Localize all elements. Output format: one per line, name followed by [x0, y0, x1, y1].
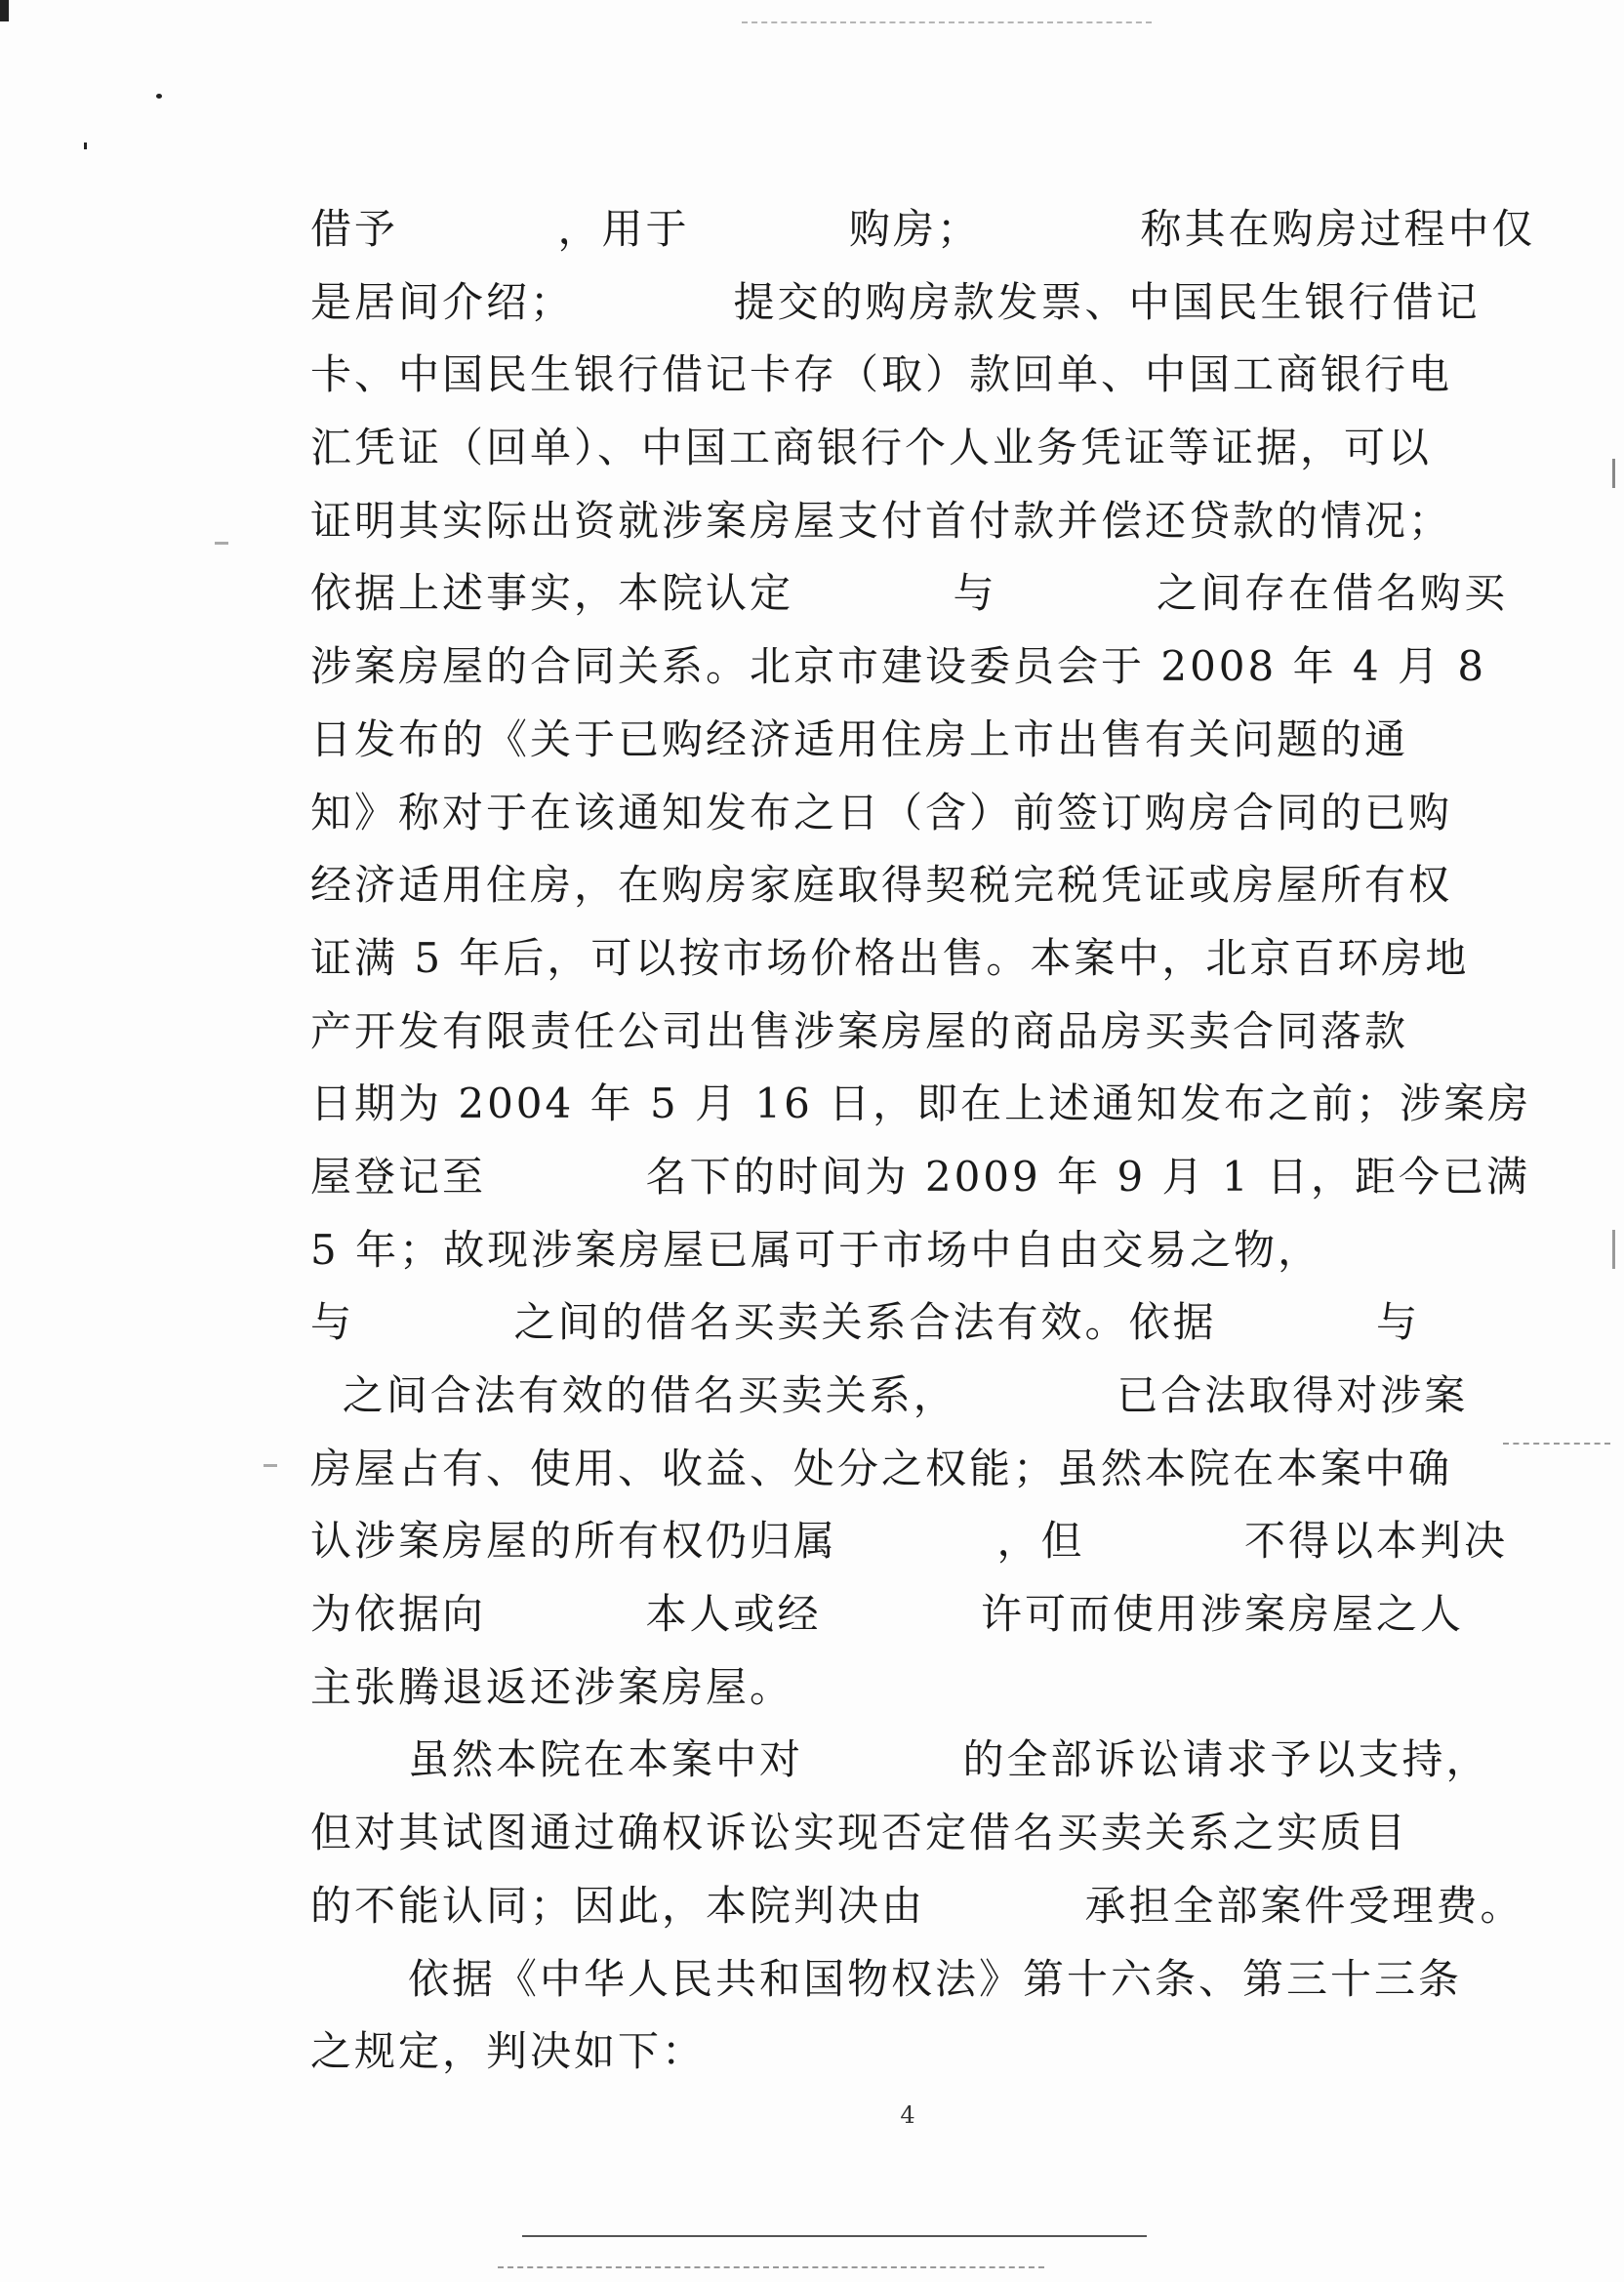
- scan-speck: [1612, 1230, 1615, 1269]
- text-line: 借予 ，用于 购房； 称其在购房过程中仅: [310, 205, 1536, 253]
- text-line: 证明其实际出资就涉案房屋支付首付款并偿还贷款的情况；: [310, 496, 1453, 545]
- scan-right-dash: [1503, 1443, 1610, 1445]
- text-line: 经济适用住房，在购房家庭取得契税完税凭证或房屋所有权: [310, 861, 1453, 910]
- text-line: 日发布的《关于已购经济适用住房上市出售有关问题的通: [310, 714, 1409, 763]
- text-line: 主张腾退返还涉案房屋。: [310, 1662, 794, 1711]
- text-line: 认涉案房屋的所有权仍归属 ，但 不得以本判决: [310, 1517, 1509, 1566]
- scan-speck: [215, 542, 228, 545]
- text-line: 之间合法有效的借名买卖关系， 已合法取得对涉案: [310, 1371, 1469, 1419]
- text-line: 卡、中国民生银行借记卡存（取）款回单、中国工商银行电: [310, 350, 1453, 399]
- text-line: 为依据向 本人或经 许可而使用涉案房屋之人: [310, 1590, 1465, 1639]
- text-line: 产开发有限责任公司出售涉案房屋的商品房买卖合同落款: [310, 1006, 1409, 1055]
- text-line: 汇凭证（回单）、中国工商银行个人业务凭证等证据，可以: [310, 424, 1433, 472]
- text-line: 但对其试图通过确权诉讼实现否定借名买卖关系之实质目: [310, 1809, 1409, 1857]
- text-line: 证满 5 年后，可以按市场价格出售。本案中，北京百环房地: [310, 933, 1470, 982]
- text-line: 日期为 2004 年 5 月 16 日，即在上述通知发布之前；涉案房: [310, 1080, 1532, 1128]
- scan-speck: [156, 94, 162, 99]
- text-line: 涉案房屋的合同关系。北京市建设委员会于 2008 年 4 月 8: [310, 642, 1487, 691]
- paragraph-first-line: 虽然本院在本案中对 的全部诉讼请求予以支持，: [408, 1735, 1490, 1784]
- scan-corner-mark: [0, 0, 9, 21]
- scan-bottom-line: [522, 2235, 1147, 2237]
- page-number: 4: [900, 2101, 915, 2129]
- text-line: 屋登记至 名下的时间为 2009 年 9 月 1 日，距今已满: [310, 1152, 1530, 1201]
- judgment-body-text: [310, 193, 1536, 2089]
- text-line: 与 之间的借名买卖关系合法有效。依据 与: [310, 1298, 1421, 1347]
- text-line: 5 年；故现涉案房屋已属可于市场中自由交易之物，: [310, 1225, 1322, 1274]
- scan-speck: [264, 1464, 277, 1467]
- scan-top-dash: [742, 21, 1152, 23]
- text-line: 依据上述事实，本院认定 与 之间存在借名购买: [310, 569, 1509, 618]
- text-line: 之规定，判决如下：: [310, 2027, 707, 2076]
- paragraph-first-line: 依据《中华人民共和国物权法》第十六条、第三十三条: [408, 1954, 1463, 2003]
- scan-speck: [1612, 459, 1615, 488]
- scan-speck: [84, 143, 87, 149]
- text-line: 知》称对于在该通知发布之日（含）前签订购房合同的已购: [310, 788, 1453, 836]
- text-line: 是居间介绍； 提交的购房款发票、中国民生银行借记: [310, 277, 1481, 326]
- text-line: 房屋占有、使用、收益、处分之权能；虽然本院在本案中确: [310, 1444, 1453, 1492]
- text-line: 的不能认同；因此，本院判决由 承担全部案件受理费。: [310, 1881, 1524, 1930]
- scan-bottom-dash: [498, 2266, 1044, 2268]
